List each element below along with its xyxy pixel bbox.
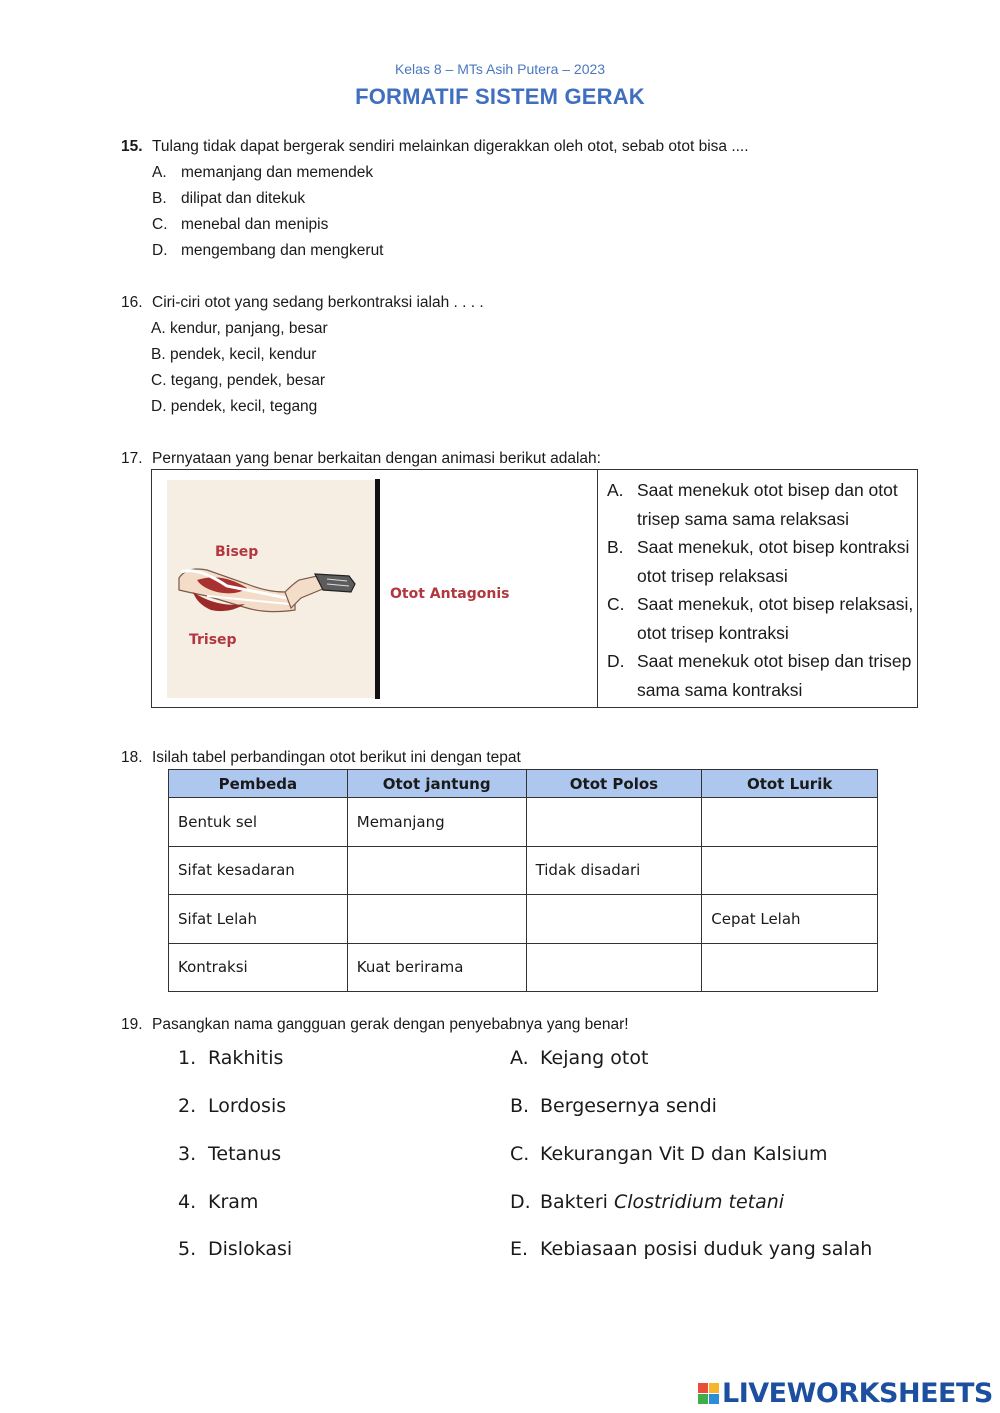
q17-option-c[interactable]: C. Saat menekuk, otot bisep relaksasi, otot trisep kontraksi [607,594,914,643]
question-15 [121,139,749,155]
table-row [169,895,878,944]
logo-icon [698,1383,720,1405]
match-right-d[interactable]: D. Bakteri Clostridium tetani [510,1191,785,1213]
question-number: 18. [121,749,143,766]
q15-option-b[interactable]: B. dilipat dan ditekuk [152,190,306,207]
answer-cell[interactable] [702,798,878,847]
match-left-4[interactable]: 4. Kram [178,1191,259,1213]
table-cell: Tidak disadari [526,846,702,895]
table-row [169,943,878,992]
animation-divider-line [375,479,380,699]
muscle-comparison-table [168,769,878,992]
match-left-5[interactable]: 5. Dislokasi [178,1238,293,1260]
answer-cell[interactable] [526,895,702,944]
arm-muscle-animation [167,480,376,698]
answer-cell[interactable] [347,895,526,944]
question-text: Pasangkan nama gangguan gerak dengan penyebabnya yang benar! [152,1016,629,1033]
question-text: Pernyataan yang benar berkaitan dengan animasi berikut adalah: [152,450,601,467]
match-left-1[interactable]: 1. Rakhitis [178,1047,284,1069]
q16-option-b[interactable]: B. pendek, kecil, kendur [151,346,317,363]
table-cell: Cepat Lelah [702,895,878,944]
table-cell: Bentuk sel [169,798,348,847]
q17-options [607,476,917,704]
otot-antagonis-label: Otot Antagonis [390,586,510,602]
table-header: Otot Polos [526,770,702,798]
table-header-row [169,770,878,798]
q16-option-c[interactable]: C. tegang, pendek, besar [151,372,326,389]
question-17 [121,451,601,467]
logo-text: LIVEWORKSHEETS [722,1378,993,1409]
question-text: Isilah tabel perbandingan otot berikut ini dengan tepat [152,749,521,766]
page-subtitle: Kelas 8 – MTs Asih Putera – 2023 [394,61,606,77]
match-left-2[interactable]: 2. Lordosis [178,1095,287,1117]
page-title: FORMATIF SISTEM GERAK [355,84,645,109]
match-right-c[interactable]: C. Kekurangan Vit D dan Kalsium [510,1143,828,1165]
question-text: Tulang tidak dapat bergerak sendiri melainkan digerakkan oleh otot, sebab otot bisa .... [152,138,749,155]
question-18 [121,750,521,766]
answer-cell[interactable] [347,846,526,895]
table-cell: Memanjang [347,798,526,847]
arm-illustration [167,480,376,698]
question-16 [121,295,484,311]
q16-option-a[interactable]: A. kendur, panjang, besar [151,320,328,337]
table-cell: Kuat berirama [347,943,526,992]
table-header: Pembeda [169,770,348,798]
box-divider [597,470,598,707]
q16-option-d[interactable]: D. pendek, kecil, tegang [151,398,318,415]
question-number: 15. [121,138,143,155]
match-right-a[interactable]: A. Kejang otot [510,1047,649,1069]
species-name: Clostridium tetani [613,1191,785,1213]
table-header: Otot jantung [347,770,526,798]
trisep-label: Trisep [189,632,237,648]
q15-option-d[interactable]: D. mengembang dan mengkerut [152,242,384,259]
q17-option-b[interactable]: B. Saat menekuk, otot bisep kontraksi otot trisep relaksasi [607,537,910,586]
answer-cell[interactable] [526,943,702,992]
q17-box [151,469,918,708]
table-row [169,846,878,895]
q17-option-d[interactable]: D. Saat menekuk otot bisep dan trisep sama sama kontraksi [607,651,912,700]
question-number: 16. [121,294,143,311]
match-right-e[interactable]: E. Kebiasaan posisi duduk yang salah [510,1238,873,1260]
table-row [169,798,878,847]
question-number: 19. [121,1016,143,1033]
answer-cell[interactable] [702,943,878,992]
table-cell: Sifat kesadaran [169,846,348,895]
q15-option-a[interactable]: A. memanjang dan memendek [152,164,374,181]
liveworksheets-logo [698,1378,993,1409]
question-number: 17. [121,450,143,467]
bisep-label: Bisep [215,544,259,560]
q15-option-c[interactable]: C. menebal dan menipis [152,216,329,233]
question-19 [121,1017,629,1033]
q17-option-a[interactable]: A. Saat menekuk otot bisep dan otot trisep sama sama relaksasi [607,480,898,529]
match-left-3[interactable]: 3. Tetanus [178,1143,282,1165]
answer-cell[interactable] [526,798,702,847]
match-right-b[interactable]: B. Bergesernya sendi [510,1095,717,1117]
table-header: Otot Lurik [702,770,878,798]
answer-cell[interactable] [702,846,878,895]
table-cell: Kontraksi [169,943,348,992]
table-cell: Sifat Lelah [169,895,348,944]
question-text: Ciri-ciri otot yang sedang berkontraksi ialah . . . . [152,294,484,311]
